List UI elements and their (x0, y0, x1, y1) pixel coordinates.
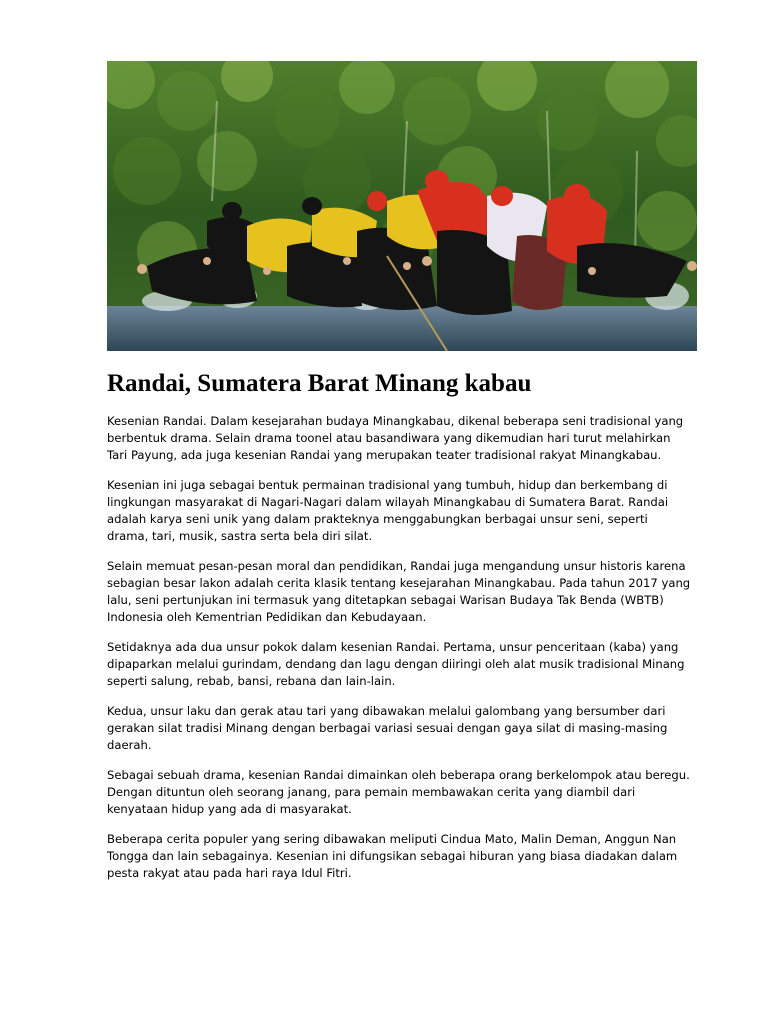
randai-performers-photo (107, 61, 697, 351)
paragraph-dance: Kedua, unsur laku dan gerak atau tari yang dibawakan melalui galombang yang bersumber dari gerakan silat tradisi Minang dengan berbagai variasi sesuai dengan gaya silat di masing-masing daerah. (107, 704, 668, 752)
photo-illustration (107, 61, 697, 351)
paragraph-history: Selain memuat pesan-pesan moral dan pendidikan, Randai juga mengandung unsur historis karena sebagian besar lakon adalah cerita klasik tentang kesejarahan Minangkabau. Pada tahun 2017 yang lalu, seni pertunjukan ini termasuk yang ditetapkan sebagai Warisan Budaya Tak Benda (WBTB) Indonesia oleh Kementrian Pedidikan dan Kebudayaan. (107, 559, 691, 624)
paragraph-storytelling: Setidaknya ada dua unsur pokok dalam kesenian Randai. Pertama, unsur penceritaan (kaba) yang dipaparkan melalui gurindam, dendang dan lagu dengan diiringi oleh alat musik tradisional Minang seperti salung, rebab, bansi, rebana dan lain-lain. (107, 640, 685, 688)
article-body (107, 413, 692, 895)
paragraph-popular-stories: Beberapa cerita populer yang sering dibawakan meliputi Cindua Mato, Malin Deman, Anggun Nan Tongga dan lain sebagainya. Kesenian ini difungsikan sebagai hiburan yang biasa diadakan dalam pesta rakyat atau pada hari raya Idul Fitri. (107, 832, 678, 880)
paragraph-drama: Sebagai sebuah drama, kesenian Randai dimainkan oleh beberapa orang berkelompok atau beregu. Dengan dituntun oleh seorang janang, para pemain membawakan cerita yang diambil dari kenyataan hidup yang ada di masyarakat. (107, 768, 690, 816)
paragraph-traditional-game: Kesenian ini juga sebagai bentuk permainan tradisional yang tumbuh, hidup dan berkembang di lingkungan masyarakat di Nagari-Nagari dalam wilayah Minangkabau di Sumatera Barat. Randai adalah karya seni unik yang dalam prakteknya menggabungkan berbagai unsur seni, seperti drama, tari, musik, sastra serta bela diri silat. (107, 478, 669, 543)
water (107, 306, 697, 351)
paragraph-intro: Kesenian Randai. Dalam kesejarahan budaya Minangkabau, dikenal beberapa seni tradisional yang berbentuk drama. Selain drama toonel atau basandiwara yang dikemudian hari turut melahirkan Tari Payung, ada juga kesenian Randai yang merupakan teater tradisional rakyat Minangkabau. (107, 414, 684, 462)
page-title: Randai, Sumatera Barat Minang kabau (107, 370, 532, 397)
